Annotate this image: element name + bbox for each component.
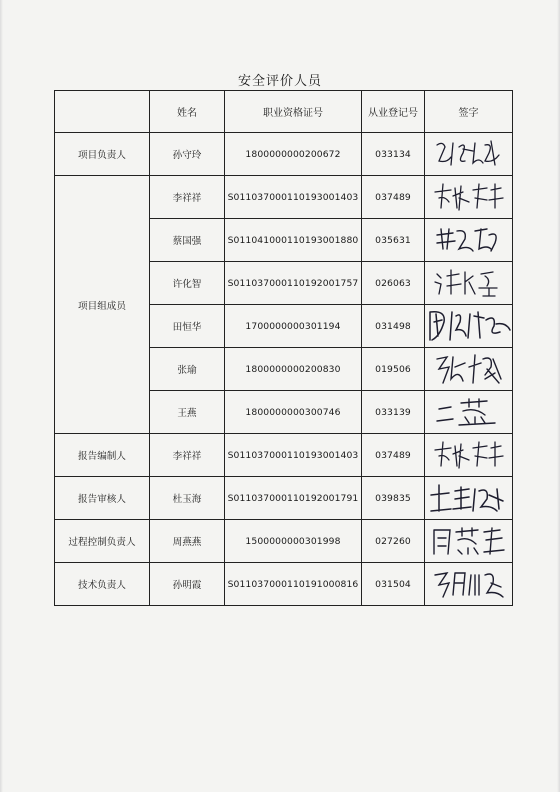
name-cell: 张瑜: [150, 348, 225, 391]
reg-cell: 026063: [362, 262, 425, 305]
handwritten-signature: [428, 522, 510, 560]
handwritten-signature: [429, 135, 509, 173]
handwritten-signature: [429, 178, 509, 216]
reg-cell: 035631: [362, 219, 425, 262]
signature-cell: [425, 176, 513, 219]
handwritten-signature: [429, 264, 509, 302]
reg-cell: 033134: [362, 133, 425, 176]
cert-cell: 1800000000300746: [225, 391, 362, 434]
signature-cell: [425, 520, 513, 563]
header-name: 姓名: [150, 91, 225, 133]
name-cell: 蔡国强: [150, 219, 225, 262]
page-title: 安全评价人员: [237, 74, 322, 89]
table-row: [55, 176, 513, 219]
cert-cell: 1800000000200672: [225, 133, 362, 176]
reg-cell: 033139: [362, 391, 425, 434]
handwritten-signature: [429, 393, 509, 431]
header-row: [55, 91, 513, 133]
role-cell-merged: 项目组成员: [55, 176, 150, 434]
table-row: [55, 520, 513, 563]
reg-cell: 031498: [362, 305, 425, 348]
cert-cell: S011037000110192001791: [225, 477, 362, 520]
cert-cell: S011037000110192001757: [225, 262, 362, 305]
table-row: [55, 477, 513, 520]
name-cell: 杜玉海: [150, 477, 225, 520]
cert-cell: 1500000000301998: [225, 520, 362, 563]
table-row: [55, 434, 513, 477]
reg-cell: 037489: [362, 176, 425, 219]
name-cell: 孙明霞: [150, 563, 225, 606]
role-cell: 过程控制负责人: [55, 520, 150, 563]
handwritten-signature: [427, 479, 511, 517]
handwritten-signature: [429, 436, 509, 474]
signature-cell: [425, 391, 513, 434]
handwritten-signature: [429, 349, 509, 389]
cert-cell: S011037000110191000816: [225, 563, 362, 606]
table-row: [55, 563, 513, 606]
signature-cell: [425, 434, 513, 477]
reg-cell: 037489: [362, 434, 425, 477]
personnel-table: [54, 90, 513, 606]
cert-cell: 1700000000301194: [225, 305, 362, 348]
reg-cell: 031504: [362, 563, 425, 606]
signature-cell: [425, 348, 513, 391]
name-cell: 田恒华: [150, 305, 225, 348]
signature-cell: [425, 262, 513, 305]
header-cert: 职业资格证号: [225, 91, 362, 133]
signature-cell: [425, 219, 513, 262]
cert-cell: S011037000110193001403: [225, 434, 362, 477]
header-role: [55, 91, 150, 133]
scan-edge-left: [0, 0, 3, 792]
name-cell: 李祥祥: [150, 176, 225, 219]
role-cell: 报告编制人: [55, 434, 150, 477]
cert-cell: S011041000110193001880: [225, 219, 362, 262]
role-cell: 技术负责人: [55, 563, 150, 606]
reg-cell: 019506: [362, 348, 425, 391]
role-cell: 报告审核人: [55, 477, 150, 520]
cert-cell: 1800000000200830: [225, 348, 362, 391]
signature-cell: [425, 477, 513, 520]
handwritten-signature: [429, 565, 509, 603]
name-cell: 王燕: [150, 391, 225, 434]
header-sign: 签字: [425, 91, 513, 133]
table-row: [55, 133, 513, 176]
reg-cell: 039835: [362, 477, 425, 520]
signature-cell: [425, 305, 513, 348]
signature-cell: [425, 133, 513, 176]
handwritten-signature: [426, 306, 512, 346]
name-cell: 许化智: [150, 262, 225, 305]
header-reg: 从业登记号: [362, 91, 425, 133]
reg-cell: 027260: [362, 520, 425, 563]
name-cell: 周燕燕: [150, 520, 225, 563]
role-cell: 项目负责人: [55, 133, 150, 176]
cert-cell: S011037000110193001403: [225, 176, 362, 219]
name-cell: 李祥祥: [150, 434, 225, 477]
handwritten-signature: [429, 221, 509, 259]
name-cell: 孙守玲: [150, 133, 225, 176]
signature-cell: [425, 563, 513, 606]
